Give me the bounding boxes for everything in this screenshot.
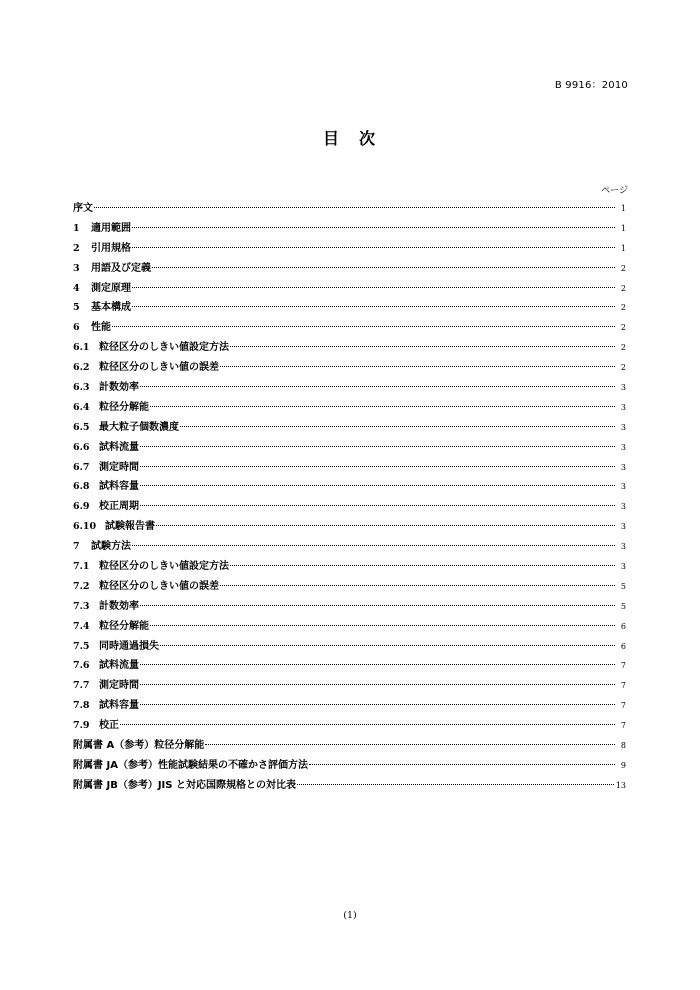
toc-entry-number: 6.6 — [73, 441, 90, 453]
toc-entry-number: 6.1 — [73, 342, 90, 354]
toc-entry-title: 試料容量 — [99, 700, 139, 712]
toc-entry-title: 試料流量 — [99, 660, 139, 672]
dot-leader — [230, 346, 615, 347]
toc-entry-page: 8 — [620, 741, 626, 751]
toc-entry-number: 7 — [73, 541, 80, 553]
dot-leader — [156, 525, 615, 526]
dot-leader — [180, 426, 615, 427]
toc-entry — [73, 517, 626, 537]
toc-entry-title: 基本構成 — [91, 302, 131, 314]
toc-entry-number: 7.5 — [73, 640, 90, 652]
toc-entry-page: 6 — [620, 641, 626, 651]
toc-entry-title: 性能 — [91, 322, 111, 334]
toc-entry-title: 試験報告書 — [105, 521, 155, 533]
toc-entry-title: 測定原理 — [91, 282, 131, 294]
toc-entry — [73, 199, 626, 219]
dot-leader — [150, 406, 615, 407]
toc-entry-number: 6.5 — [73, 421, 90, 433]
toc-entry-page: 9 — [620, 760, 626, 770]
toc-entry — [73, 298, 626, 318]
dot-leader — [140, 704, 615, 705]
toc-entry-number: 7.1 — [73, 561, 90, 573]
toc-entry-page: 3 — [620, 542, 626, 552]
toc-entry-title: 引用規格 — [91, 242, 131, 254]
toc-entry — [73, 219, 626, 239]
dot-leader — [140, 466, 615, 467]
dot-leader — [309, 764, 615, 765]
dot-leader — [150, 625, 615, 626]
footer-page-number: (1) — [343, 910, 357, 921]
toc-entry — [73, 617, 626, 637]
toc-entry-title: 用語及び定義 — [91, 262, 151, 274]
toc-entry-title: 試料流量 — [99, 441, 139, 453]
toc-entry — [73, 756, 626, 776]
toc-entry-title: 測定時間 — [99, 461, 139, 473]
toc-entry-number: 1 — [73, 222, 80, 234]
toc-entry-title: 最大粒子個数濃度 — [99, 421, 179, 433]
toc-entry-number: 7.4 — [73, 620, 90, 632]
toc-entry-page: 3 — [620, 383, 626, 393]
dot-leader — [230, 565, 615, 566]
toc-entry-number: 6 — [73, 322, 80, 334]
toc-entry-page: 7 — [620, 701, 626, 711]
dot-leader — [132, 247, 615, 248]
toc-entry — [73, 637, 626, 657]
toc-entry-page: 3 — [620, 442, 626, 452]
dot-leader — [140, 485, 615, 486]
toc-entry-title: 粒径分解能 — [99, 620, 149, 632]
toc-entry-page: 7 — [620, 721, 626, 731]
dot-leader — [140, 386, 615, 387]
dot-leader — [140, 505, 615, 506]
toc-entry-title: 粒径区分のしきい値の誤差 — [99, 580, 219, 592]
toc-entry-number: 6.9 — [73, 501, 90, 513]
toc-entry-title: 粒径区分のしきい値設定方法 — [99, 561, 229, 573]
toc-entry — [73, 358, 626, 378]
toc-entry-page: 2 — [620, 303, 626, 313]
toc-entry-page: 3 — [620, 482, 626, 492]
toc-entry-number: 6.3 — [73, 382, 90, 394]
toc-entry — [73, 279, 626, 299]
toc-entry-title: 粒径区分のしきい値の誤差 — [99, 362, 219, 374]
toc-entry-title: 試料容量 — [99, 481, 139, 493]
toc-entry-number: 7.3 — [73, 600, 90, 612]
toc-entry-title: 適用範囲 — [91, 222, 131, 234]
toc-entry — [73, 557, 626, 577]
toc-entry-page: 2 — [620, 283, 626, 293]
toc-entry-page: 13 — [615, 780, 626, 790]
toc-entry-page: 1 — [620, 223, 626, 233]
dot-leader — [112, 326, 615, 327]
toc-entry-number: 5 — [73, 302, 80, 314]
toc-entry-page: 3 — [620, 522, 626, 532]
dot-leader — [297, 784, 614, 785]
dot-leader — [220, 585, 615, 586]
toc-entry-page: 1 — [620, 243, 626, 253]
toc-entry-page: 5 — [620, 601, 626, 611]
toc-entry-page: 1 — [620, 204, 626, 213]
toc-entry-number: 7.2 — [73, 580, 90, 592]
dot-leader — [140, 446, 615, 447]
dot-leader — [140, 684, 615, 685]
toc-entry-page: 2 — [620, 323, 626, 333]
toc-entry-number: 6.8 — [73, 481, 90, 493]
page-column-label: ページ — [601, 186, 628, 196]
toc-entry-page: 7 — [620, 661, 626, 671]
dot-leader — [160, 645, 615, 646]
toc-entry-page: 3 — [620, 402, 626, 412]
toc-entry-number: 6.2 — [73, 362, 90, 374]
toc-entry-title: 附属書 JA（参考）性能試験結果の不確かさ評価方法 — [73, 759, 308, 771]
toc-entry-title: 附属書 JB（参考）JIS と対応国際規格との対比表 — [73, 779, 296, 791]
toc-entry — [73, 239, 626, 259]
toc-entry — [73, 656, 626, 676]
toc-entry-page: 3 — [620, 502, 626, 512]
dot-leader — [205, 744, 615, 745]
toc-entry-page: 3 — [620, 422, 626, 432]
toc-entry-title: 序文 — [73, 203, 93, 214]
toc-entry-title: 粒径区分のしきい値設定方法 — [99, 342, 229, 354]
toc-entry — [73, 736, 626, 756]
toc-entry-page: 2 — [620, 363, 626, 373]
toc-entry — [73, 477, 626, 497]
dot-leader — [140, 605, 615, 606]
toc-entry-page: 5 — [620, 581, 626, 591]
toc-entry-number: 7.6 — [73, 660, 90, 672]
dot-leader — [132, 306, 615, 307]
toc-entry — [73, 318, 626, 338]
toc-entry-number: 4 — [73, 282, 80, 294]
dot-leader — [140, 664, 615, 665]
toc-entry — [73, 577, 626, 597]
table-of-contents — [73, 199, 626, 796]
document-number: B 9916：2010 — [554, 80, 628, 91]
toc-entry — [73, 696, 626, 716]
toc-entry — [73, 438, 626, 458]
toc-entry-page: 3 — [620, 562, 626, 572]
dot-leader — [132, 545, 615, 546]
toc-entry — [73, 497, 626, 517]
toc-entry-title: 校正 — [99, 720, 119, 732]
toc-entry-page: 2 — [620, 343, 626, 353]
toc-entry-title: 粒径分解能 — [99, 401, 149, 413]
toc-entry — [73, 676, 626, 696]
toc-entry-title: 校正周期 — [99, 501, 139, 513]
toc-entry-number: 2 — [73, 242, 80, 254]
toc-entry-title: 計数効率 — [99, 600, 139, 612]
toc-entry — [73, 597, 626, 617]
toc-entry — [73, 338, 626, 358]
toc-entry-number: 7.8 — [73, 700, 90, 712]
toc-entry — [73, 259, 626, 279]
toc-entry-page: 2 — [620, 263, 626, 273]
dot-leader — [120, 724, 615, 725]
toc-entry-number: 7.9 — [73, 720, 90, 732]
toc-entry-title: 附属書 A（参考）粒径分解能 — [73, 740, 205, 752]
toc-entry-title: 同時通過損失 — [99, 640, 159, 652]
toc-entry-page: 7 — [620, 681, 626, 691]
toc-entry — [73, 378, 626, 398]
toc-entry-number: 3 — [73, 262, 80, 274]
toc-entry — [73, 418, 626, 438]
page-title: 目 次 — [322, 129, 377, 148]
toc-entry-number: 7.7 — [73, 680, 90, 692]
toc-entry-page: 6 — [620, 621, 626, 631]
toc-entry-page: 3 — [620, 462, 626, 472]
toc-entry — [73, 776, 626, 796]
toc-entry-title: 計数効率 — [99, 382, 139, 394]
dot-leader — [94, 207, 615, 208]
toc-entry-title: 試験方法 — [91, 541, 131, 553]
dot-leader — [132, 287, 615, 288]
toc-entry — [73, 458, 626, 478]
dot-leader — [152, 267, 615, 268]
toc-entry-number: 6.10 — [73, 521, 97, 533]
toc-entry-title: 測定時間 — [99, 680, 139, 692]
toc-entry — [73, 537, 626, 557]
dot-leader — [220, 366, 615, 367]
toc-entry — [73, 398, 626, 418]
toc-entry — [73, 716, 626, 736]
toc-entry-number: 6.7 — [73, 461, 90, 473]
toc-entry-number: 6.4 — [73, 401, 90, 413]
dot-leader — [132, 227, 615, 228]
